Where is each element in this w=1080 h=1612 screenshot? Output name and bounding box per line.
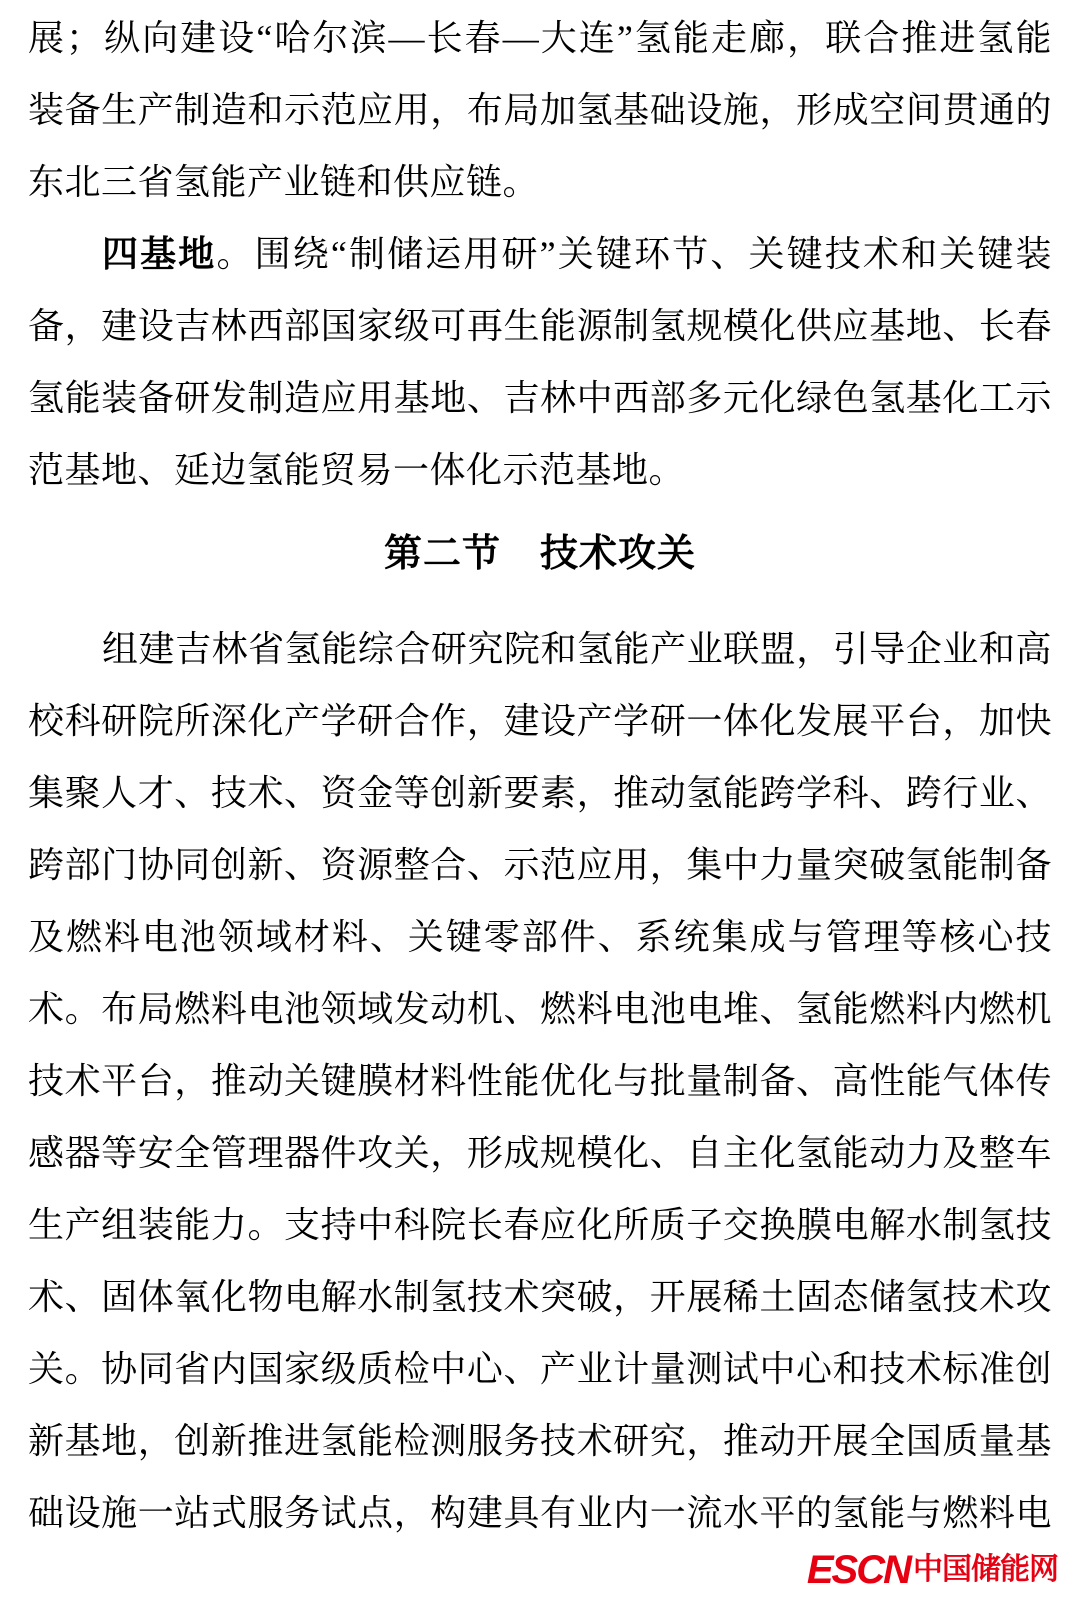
paragraph-line: 及燃料电池领域材料、关键零部件、系统集成与管理等核心技: [28, 917, 1052, 957]
paragraph-line: 跨部门协同创新、资源整合、示范应用，集中力量突破氢能制备: [28, 845, 1052, 885]
paragraph-line: 础设施一站式服务试点，构建具有业内一流水平的氢能与燃料电: [28, 1493, 1052, 1533]
paragraph-line: 集聚人才、技术、资金等创新要素，推动氢能跨学科、跨行业、: [28, 773, 1052, 813]
escn-logo-chinese: 中国储能网: [913, 1553, 1058, 1586]
paragraph-line: 备，建设吉林西部国家级可再生能源制氢规模化供应基地、长春: [28, 306, 1052, 346]
paragraph-line: 关。协同省内国家级质检中心、产业计量测试中心和技术标准创: [28, 1349, 1052, 1389]
paragraph-line: 生产组装能力。支持中科院长春应化所质子交换膜电解水制氢技: [28, 1205, 1052, 1245]
bold-lead-label: 四基地: [102, 233, 217, 274]
paragraph-line: 组建吉林省氢能综合研究院和氢能产业联盟，引导企业和高: [102, 629, 1052, 669]
paragraph-line: 东北三省氢能产业链和供应链。: [28, 162, 540, 202]
section-heading: 第二节 技术攻关: [383, 533, 696, 575]
paragraph-line: 术、固体氧化物电解水制氢技术突破，开展稀土固态储氢技术攻: [28, 1277, 1052, 1317]
paragraph-line: 新基地，创新推进氢能检测服务技术研究，推动开展全国质量基: [28, 1421, 1052, 1461]
paragraph-line: 感器等安全管理器件攻关，形成规模化、自主化氢能动力及整车: [28, 1133, 1052, 1173]
paragraph-line: 技术平台，推动关键膜材料性能优化与批量制备、高性能气体传: [28, 1061, 1052, 1101]
paragraph-line: 展；纵向建设“哈尔滨—长春—大连”氢能走廊，联合推进氢能: [28, 18, 1052, 58]
escn-logo-latin: ESCN: [806, 1548, 910, 1592]
paragraph-line: [28, 218, 1052, 290]
paragraph-line-text: 。围绕“制储运用研”关键环节、关键技术和关键装: [216, 234, 1052, 274]
paragraph-line: 范基地、延边氢能贸易一体化示范基地。: [28, 450, 686, 490]
paragraph-line: 术。布局燃料电池领域发动机、燃料电池电堆、氢能燃料内燃机: [28, 989, 1052, 1029]
escn-watermark-logo: [807, 1549, 1058, 1591]
paragraph-line: 校科研院所深化产学研合作，建设产学研一体化发展平台，加快: [28, 701, 1052, 741]
paragraph-line: 氢能装备研发制造应用基地、吉林中西部多元化绿色氢基化工示: [28, 378, 1052, 418]
paragraph-line: 装备生产制造和示范应用，布局加氢基础设施，形成空间贯通的: [28, 90, 1052, 130]
